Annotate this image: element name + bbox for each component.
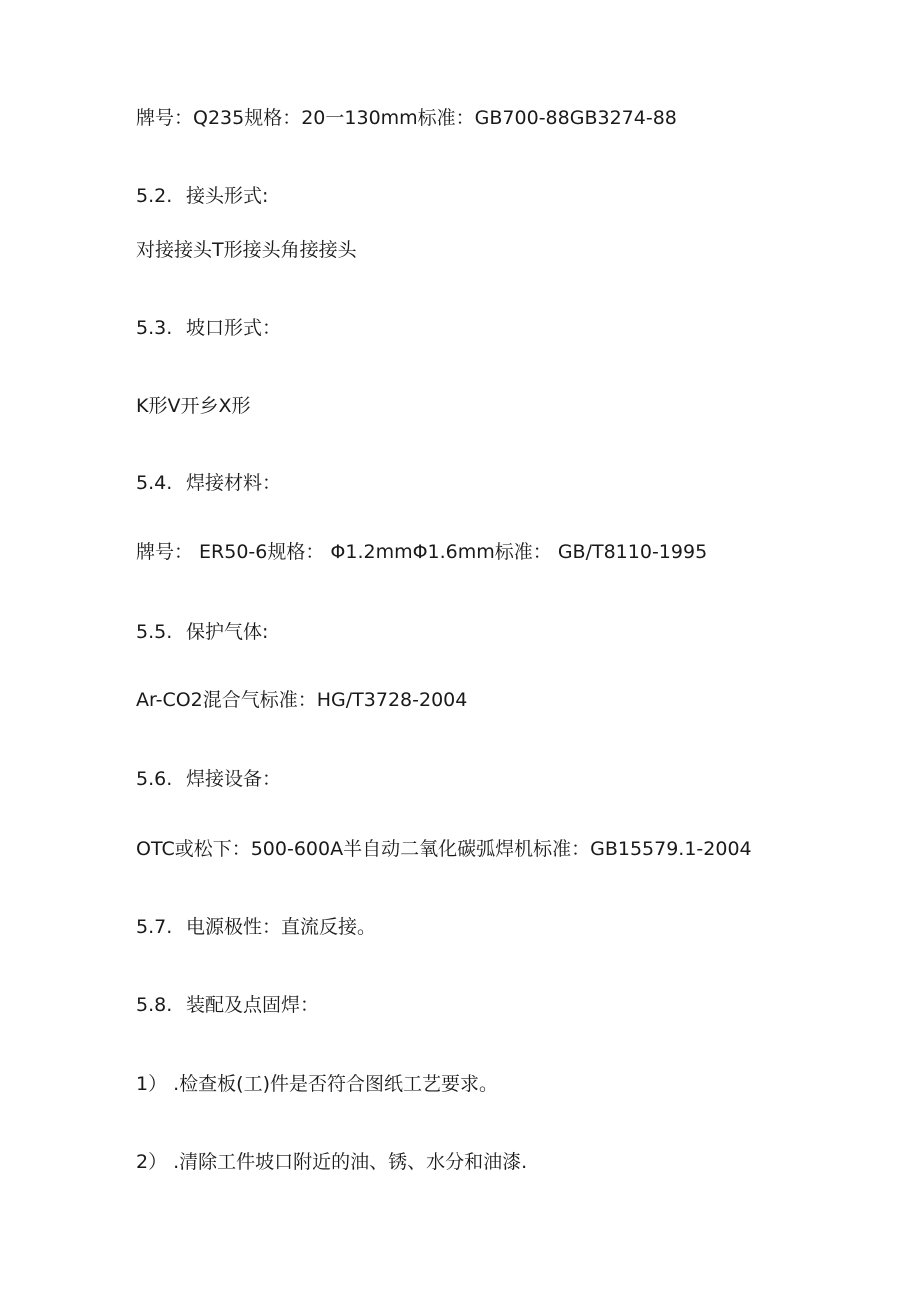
section-number: 5.2. xyxy=(136,185,173,207)
section-title: 接头形式: xyxy=(186,185,269,207)
section-5-3-heading xyxy=(136,316,281,340)
section-number: 5.5. xyxy=(136,621,173,643)
welding-equipment-line: OTC或松下：500-600A半自动二氧化碳弧焊机标准：GB15579.1-2004 xyxy=(136,838,752,860)
step-1-line: 1） .检查板(工)件是否符合图纸工艺要求。 xyxy=(136,1073,498,1095)
section-5-6-heading xyxy=(136,767,281,791)
section-5-2-heading xyxy=(136,184,268,208)
base-material-line: 牌号：Q235规格：20一130mm标准：GB700-88GB3274-88 xyxy=(136,107,677,129)
section-number: 5.6. xyxy=(136,768,173,790)
section-title: 坡口形式： xyxy=(186,317,282,339)
joint-types-line: 对接接头T形接头角接接头 xyxy=(136,239,357,261)
section-title: 保护气体: xyxy=(186,621,269,643)
section-number: 5.7. xyxy=(136,916,173,938)
section-title: 焊接设备： xyxy=(186,768,282,790)
groove-types-line: K形V开乡X形 xyxy=(136,395,251,417)
section-5-8-heading xyxy=(136,993,319,1017)
shielding-gas-line: Ar-CO2混合气标准：HG/T3728-2004 xyxy=(136,689,468,711)
section-5-7-heading xyxy=(136,915,376,939)
step-2-line: 2） .清除工件坡口附近的油、锈、水分和油漆. xyxy=(136,1151,528,1173)
section-number: 5.3. xyxy=(136,317,173,339)
section-title: 焊接材料： xyxy=(186,472,282,494)
section-number: 5.8. xyxy=(136,994,173,1016)
section-number: 5.4. xyxy=(136,472,173,494)
filler-material-line: 牌号： ER50-6规格： Φ1.2mmΦ1.6mm标准： GB/T8110-1995 xyxy=(136,541,708,563)
section-title: 装配及点固焊： xyxy=(186,994,320,1016)
section-title: 电源极性：直流反接。 xyxy=(186,916,377,938)
section-5-4-heading xyxy=(136,471,281,495)
section-5-5-heading xyxy=(136,620,268,644)
